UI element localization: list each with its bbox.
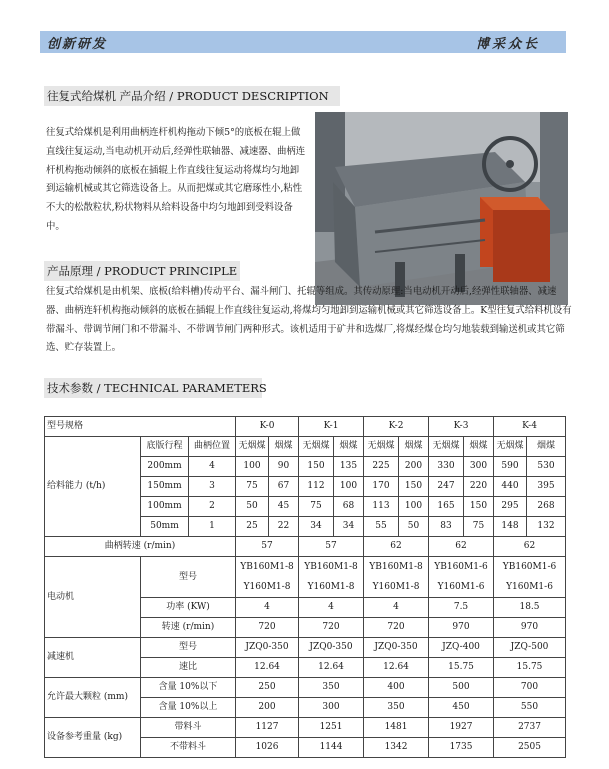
- table-row: [45, 638, 566, 658]
- stroke-header: 底版行程: [141, 437, 189, 457]
- table-row: [45, 417, 566, 437]
- coal-type-header: 烟煤: [527, 437, 566, 457]
- banner-slogan-right: 博采众长: [475, 37, 540, 52]
- motor-power-value: 4: [364, 598, 429, 618]
- capacity-value: 268: [527, 497, 566, 517]
- weight-variant-label: 不带料斗: [141, 738, 236, 758]
- stroke-value: 150mm: [141, 477, 189, 497]
- grain-size-value: 350: [364, 698, 429, 718]
- capacity-value: 75: [236, 477, 269, 497]
- reducer-model-value: JZQ0-350: [364, 638, 429, 658]
- capacity-value: 34: [334, 517, 364, 537]
- product-photo: [315, 112, 568, 305]
- header-banner: [40, 31, 566, 53]
- reducer-ratio-value: 12.64: [236, 658, 299, 678]
- capacity-value: 83: [429, 517, 464, 537]
- motor-power-label: 功率 (KW): [141, 598, 236, 618]
- capacity-value: 50: [236, 497, 269, 517]
- model-header: K-3: [429, 417, 494, 437]
- model-header: K-1: [299, 417, 364, 437]
- crank-value: 3: [189, 477, 236, 497]
- motor-speed-label: 转速 (r/min): [141, 618, 236, 638]
- motor-power-value: 18.5: [494, 598, 566, 618]
- motor-speed-value: 720: [236, 618, 299, 638]
- table-row: [45, 718, 566, 738]
- reducer-model-value: JZQ-400: [429, 638, 494, 658]
- section-heading-parameters: 技术参数 / TECHNICAL PARAMETERS: [44, 378, 262, 398]
- capacity-value: 247: [429, 477, 464, 497]
- coal-type-header: 烟煤: [334, 437, 364, 457]
- weight-value: 1144: [299, 738, 364, 758]
- stroke-value: 50mm: [141, 517, 189, 537]
- crank-value: 1: [189, 517, 236, 537]
- table-row: [45, 437, 566, 457]
- reducer-model-value: JZQ0-350: [236, 638, 299, 658]
- capacity-value: 68: [334, 497, 364, 517]
- grain-size-value: 700: [494, 678, 566, 698]
- motor-power-value: 4: [236, 598, 299, 618]
- motor-speed-value: 720: [299, 618, 364, 638]
- capacity-value: 165: [429, 497, 464, 517]
- capacity-value: 590: [494, 457, 527, 477]
- table-row: [45, 557, 566, 598]
- coal-type-header: 烟煤: [399, 437, 429, 457]
- grain-size-value: 400: [364, 678, 429, 698]
- coal-type-header: 无烟煤: [236, 437, 269, 457]
- capacity-value: 220: [464, 477, 494, 497]
- section-heading-principle: 产品原理 / PRODUCT PRINCIPLE: [44, 261, 240, 281]
- motor-model-value: YB160M1-6 Y160M1-6: [494, 557, 566, 598]
- stroke-value: 100mm: [141, 497, 189, 517]
- weight-value: 1026: [236, 738, 299, 758]
- reducer-model-value: JZQ-500: [494, 638, 566, 658]
- weight-label: 设备参考重量 (kg): [45, 718, 141, 758]
- coal-type-header: 无烟煤: [364, 437, 399, 457]
- reducer-label: 减速机: [45, 638, 141, 678]
- capacity-value: 300: [464, 457, 494, 477]
- capacity-value: 148: [494, 517, 527, 537]
- grain-size-label: 允许最大颗粒 (mm): [45, 678, 141, 718]
- capacity-value: 75: [299, 497, 334, 517]
- capacity-value: 132: [527, 517, 566, 537]
- banner-slogan-left: 创新研发: [47, 37, 108, 52]
- motor-speed-value: 970: [429, 618, 494, 638]
- capacity-value: 150: [399, 477, 429, 497]
- crank-value: 4: [189, 457, 236, 477]
- capacity-value: 90: [269, 457, 299, 477]
- capacity-value: 22: [269, 517, 299, 537]
- capacity-value: 225: [364, 457, 399, 477]
- capacity-value: 100: [236, 457, 269, 477]
- reducer-ratio-value: 12.64: [299, 658, 364, 678]
- capacity-value: 200: [399, 457, 429, 477]
- reducer-model-value: JZQ0-350: [299, 638, 364, 658]
- motor-power-value: 4: [299, 598, 364, 618]
- parameters-table: [44, 416, 566, 758]
- motor-model-value: YB160M1-8 Y160M1-8: [236, 557, 299, 598]
- model-header: K-2: [364, 417, 429, 437]
- weight-value: 2505: [494, 738, 566, 758]
- feeder-machine-illustration: [315, 112, 568, 305]
- capacity-value: 45: [269, 497, 299, 517]
- coal-type-header: 无烟煤: [494, 437, 527, 457]
- capacity-value: 530: [527, 457, 566, 477]
- reducer-model-label: 型号: [141, 638, 236, 658]
- coal-type-header: 烟煤: [269, 437, 299, 457]
- description-paragraph: 往复式给煤机是利用曲柄连杆机构拖动下倾5°的底板在辊上做直线往复运动,当电动机开动后,经弹性联轴器、减速器、曲柄连杆机构拖动倾斜的底板在插辊上作直线往复运动将煤均匀地卸到运输机械或其它筛选设备上。从而把煤或其它磨琢性小,粘性不大的松散粒状,粉状物料从给料设备中均匀地卸到受料设备中。: [46, 127, 306, 232]
- crank-speed-value: 62: [364, 537, 429, 557]
- capacity-value: 150: [464, 497, 494, 517]
- crank-speed-value: 57: [299, 537, 364, 557]
- capacity-value: 55: [364, 517, 399, 537]
- table-row: [45, 678, 566, 698]
- capacity-value: 25: [236, 517, 269, 537]
- weight-value: 2737: [494, 718, 566, 738]
- reducer-ratio-value: 15.75: [429, 658, 494, 678]
- motor-model-value: YB160M1-6 Y160M1-6: [429, 557, 494, 598]
- grain-size-value: 200: [236, 698, 299, 718]
- model-header: K-4: [494, 417, 566, 437]
- coal-type-header: 无烟煤: [429, 437, 464, 457]
- weight-value: 1127: [236, 718, 299, 738]
- grain-size-value: 250: [236, 678, 299, 698]
- capacity-value: 330: [429, 457, 464, 477]
- capacity-value: 295: [494, 497, 527, 517]
- section-heading-description: 往复式给煤机 产品介绍 / PRODUCT DESCRIPTION: [44, 86, 340, 106]
- weight-value: 1251: [299, 718, 364, 738]
- capacity-value: 100: [334, 477, 364, 497]
- grain-size-value: 350: [299, 678, 364, 698]
- model-header: K-0: [236, 417, 299, 437]
- crank-value: 2: [189, 497, 236, 517]
- capacity-value: 75: [464, 517, 494, 537]
- capacity-value: 113: [364, 497, 399, 517]
- weight-value: 1927: [429, 718, 494, 738]
- motor-speed-value: 970: [494, 618, 566, 638]
- grain-condition-label: 含量 10%以上: [141, 698, 236, 718]
- reducer-ratio-value: 12.64: [364, 658, 429, 678]
- motor-speed-value: 720: [364, 618, 429, 638]
- capacity-value: 135: [334, 457, 364, 477]
- capacity-label: 给料能力 (t/h): [45, 437, 141, 537]
- table-row: [45, 537, 566, 557]
- capacity-value: 440: [494, 477, 527, 497]
- capacity-value: 170: [364, 477, 399, 497]
- crank-speed-label: 曲柄转速 (r/min): [45, 537, 236, 557]
- capacity-value: 150: [299, 457, 334, 477]
- motor-power-value: 7.5: [429, 598, 494, 618]
- motor-model-value: YB160M1-8 Y160M1-8: [299, 557, 364, 598]
- grain-condition-label: 含量 10%以下: [141, 678, 236, 698]
- capacity-value: 67: [269, 477, 299, 497]
- motor-model-value: YB160M1-8 Y160M1-8: [364, 557, 429, 598]
- reducer-ratio-value: 15.75: [494, 658, 566, 678]
- grain-size-value: 450: [429, 698, 494, 718]
- capacity-value: 34: [299, 517, 334, 537]
- capacity-value: 50: [399, 517, 429, 537]
- weight-variant-label: 带料斗: [141, 718, 236, 738]
- crank-speed-value: 62: [429, 537, 494, 557]
- grain-size-value: 550: [494, 698, 566, 718]
- crank-header: 曲柄位置: [189, 437, 236, 457]
- grain-size-value: 500: [429, 678, 494, 698]
- crank-speed-value: 57: [236, 537, 299, 557]
- weight-value: 1481: [364, 718, 429, 738]
- model-spec-label: 型号规格: [45, 417, 236, 437]
- capacity-value: 112: [299, 477, 334, 497]
- grain-size-value: 300: [299, 698, 364, 718]
- reducer-ratio-label: 速比: [141, 658, 236, 678]
- motor-model-label: 型号: [141, 557, 236, 598]
- coal-type-header: 无烟煤: [299, 437, 334, 457]
- weight-value: 1342: [364, 738, 429, 758]
- coal-type-header: 烟煤: [464, 437, 494, 457]
- capacity-value: 395: [527, 477, 566, 497]
- stroke-value: 200mm: [141, 457, 189, 477]
- motor-label: 电动机: [45, 557, 141, 638]
- weight-value: 1735: [429, 738, 494, 758]
- crank-speed-value: 62: [494, 537, 566, 557]
- principle-paragraph: 往复式给煤机是由机架、底板(给料槽)传动平台、漏斗闸门、托辊等组成。其传动原理:当电动机开动后,经弹性联轴器、减速器、曲柄连轩机构拖动倾斜的底板在插辊上作直线往复运动,将煤均匀地卸到运输机械或其它筛选设备上。K型往复式给料机设有带漏斗、带调节闸门和不带漏斗、不带调节闸门两种形式。该机适用于矿井和选煤厂,将煤经煤仓均匀地装载到输送机或其它筛选、贮存装置上。: [46, 286, 572, 354]
- capacity-value: 100: [399, 497, 429, 517]
